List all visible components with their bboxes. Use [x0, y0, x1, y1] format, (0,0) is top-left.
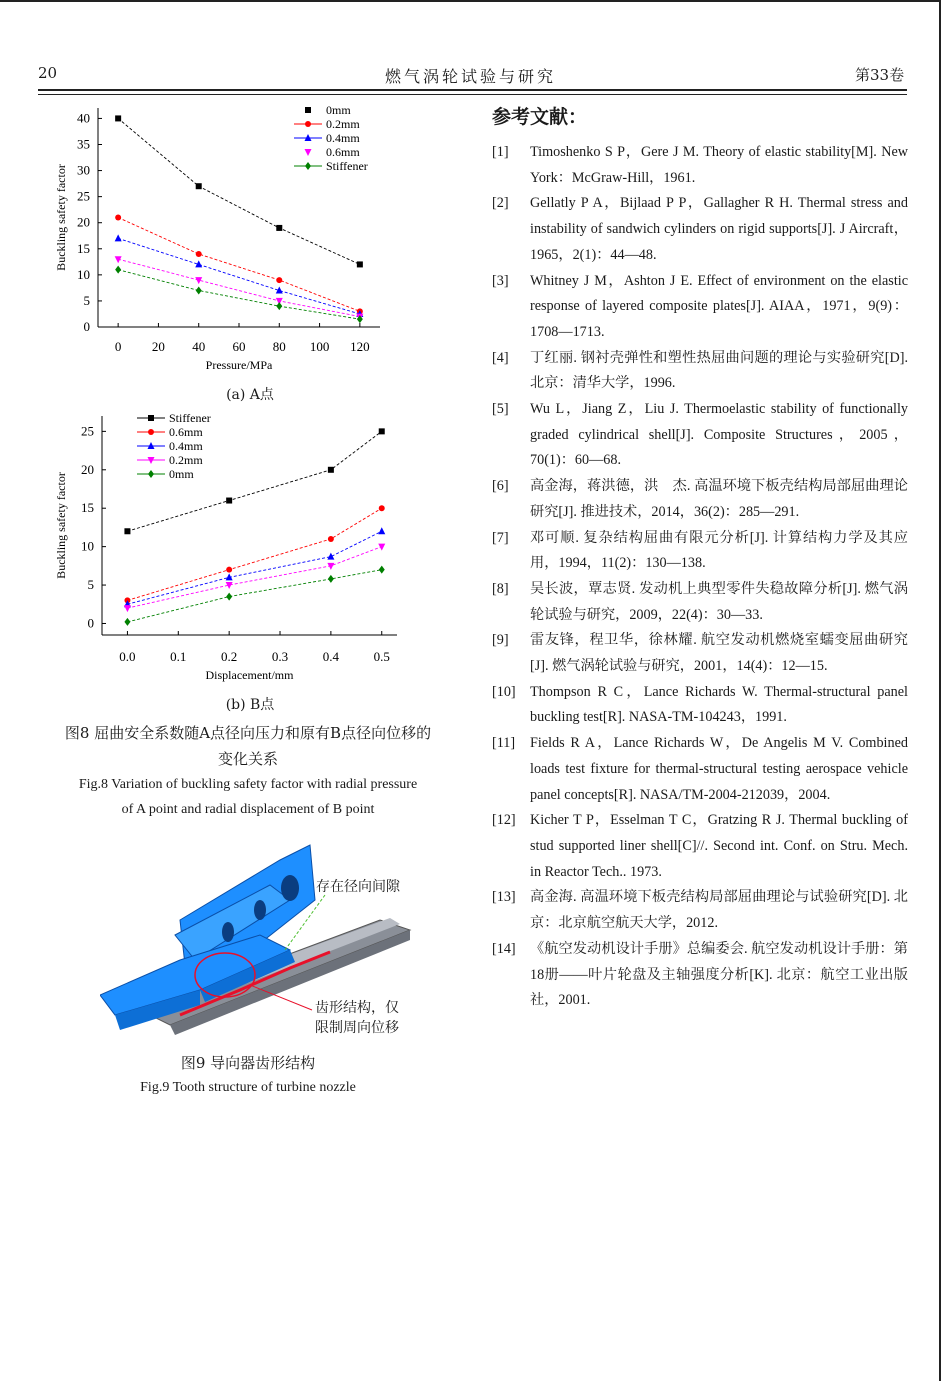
legend-marker	[148, 470, 154, 478]
data-point	[226, 498, 232, 504]
reference-number: [10]	[492, 683, 516, 700]
series-3	[124, 544, 385, 612]
data-point	[379, 505, 385, 511]
reference-text: Fields R A，Lance Richards W，De Angelis M V. Combined loads test fixture for thermal-structural testing aerospace vehicle panel concepts[R]. NASA/TM-2004-212039，2004.	[530, 735, 908, 803]
fig8b-subcaption: (b) B点	[225, 697, 275, 713]
y-tick-label: 20	[81, 461, 94, 477]
reference-text: 雷友锋，程卫华，徐林耀. 航空发动机燃烧室蠕变屈曲研究[J]. 燃气涡轮试验与研究，2001，14(4)：12—15.	[530, 632, 908, 675]
data-point	[226, 567, 232, 573]
fig8-caption-en-1: Fig.8 Variation of buckling safety factor with radial pressure	[78, 777, 418, 792]
data-point	[276, 302, 282, 310]
chart-b-svg	[40, 408, 450, 690]
y-tick-label: 25	[77, 188, 90, 204]
data-point	[115, 266, 121, 274]
series-line	[127, 431, 381, 531]
reference-item	[492, 474, 908, 525]
fig8-caption-cn-1: 图8 屈曲安全系数随A点径向压力和原有B点径向位移的	[64, 724, 432, 742]
reference-text: 《航空发动机设计手册》总编委会. 航空发动机设计手册：第18册——叶片轮盘及主轴强度分析[K]. 北京：航空工业出版社，2001.	[530, 940, 908, 1009]
fig9-label-tooth-line2: 限制周向位移	[315, 1020, 399, 1036]
data-point	[276, 225, 282, 231]
data-point	[379, 428, 385, 434]
data-point	[124, 605, 131, 612]
legend-label: Stiffener	[169, 411, 211, 425]
data-point	[379, 566, 385, 574]
reference-text: Wu L，Jiang Z，Liu J. Thermoelastic stability of functionally graded cylindrical shell[J]. Composite Structures，2005，70(1)：60—68.	[530, 401, 908, 469]
data-point	[378, 527, 385, 534]
legend-marker	[148, 429, 154, 435]
x-tick-label: 20	[151, 339, 165, 354]
data-point	[378, 544, 385, 551]
data-point	[115, 215, 121, 221]
series-line	[118, 259, 360, 316]
y-tick-label: 10	[81, 538, 94, 554]
x-tick-label: 120	[350, 339, 370, 354]
reference-number: [2]	[492, 195, 509, 212]
legend-label: Stiffener	[326, 159, 368, 173]
reference-number: [3]	[492, 272, 509, 289]
data-point	[328, 467, 334, 473]
reference-number: [6]	[492, 478, 509, 495]
legend-label: 0mm	[169, 467, 194, 481]
reference-item	[492, 808, 908, 885]
fig9-caption-cn: 图9 导向器齿形结构	[180, 1054, 316, 1072]
fig8a-subcaption: (a) A点	[226, 387, 274, 403]
reference-number: [9]	[492, 632, 509, 649]
fig8-caption-cn-2: 变化关系	[217, 750, 278, 768]
chart-a-svg	[40, 100, 450, 380]
data-point	[328, 536, 334, 542]
x-tick-label: 0.1	[170, 649, 187, 664]
legend-label: 0.4mm	[326, 131, 360, 145]
fig9-label-tooth-line1: 齿形结构，仅	[315, 1000, 399, 1016]
y-tick-label: 15	[81, 500, 94, 516]
data-point	[124, 528, 130, 534]
reference-number: [11]	[492, 735, 516, 752]
chart-b	[40, 408, 450, 690]
references-title: 参考文献：	[492, 106, 588, 128]
reference-number: [1]	[492, 144, 509, 160]
x-tick-label: 60	[232, 339, 246, 354]
series-2	[115, 234, 364, 317]
x-tick-label: 0	[114, 339, 122, 354]
references-list	[492, 140, 908, 1014]
x-tick-label: 80	[272, 339, 286, 354]
y-tick-label: 15	[77, 240, 90, 256]
fig9-label-gap: 存在径向间隙	[316, 879, 400, 895]
reference-item	[492, 140, 908, 191]
reference-number: [8]	[492, 580, 509, 597]
y-tick-label: 5	[87, 577, 94, 593]
series-line	[127, 531, 381, 604]
journal-title: 燃气涡轮试验与研究	[384, 67, 556, 86]
x-axis-label: Displacement/mm	[205, 668, 294, 682]
reference-item	[492, 731, 908, 808]
legend-label: 0.4mm	[169, 439, 203, 453]
y-tick-label: 20	[77, 214, 90, 230]
y-tick-label: 25	[81, 423, 94, 439]
legend-label: 0.6mm	[326, 145, 360, 159]
page-border-top	[0, 0, 941, 2]
data-point	[328, 575, 334, 583]
series-4	[124, 566, 384, 626]
reference-text: Whitney J M，Ashton J E. Effect of environment on the elastic response of layered composite plates[J]. AIAA，1971，9(9)：1708—1713.	[530, 272, 908, 340]
y-tick-label: 0	[87, 615, 94, 631]
reference-item	[492, 628, 908, 679]
data-point	[196, 287, 202, 295]
reference-text: Timoshenko S P，Gere J M. Theory of elastic stability[M]. New York：McGraw-Hill，1961.	[530, 144, 908, 186]
x-tick-label: 100	[309, 339, 330, 354]
reference-item	[492, 269, 908, 346]
legend	[137, 411, 211, 481]
reference-item	[492, 191, 908, 268]
reference-text: Kicher T P，Esselman T C，Gratzing R J. Thermal buckling of stud supported liner shell[C]//. Second int. Conf. on Stru. Mech. in Reactor Tech.. 1973.	[530, 812, 908, 880]
legend-label: 0.2mm	[169, 453, 203, 467]
x-tick-label: 0.0	[119, 649, 136, 664]
y-tick-label: 5	[83, 292, 90, 308]
series-line	[118, 218, 360, 312]
reference-item	[492, 346, 908, 397]
y-tick-label: 30	[77, 162, 90, 178]
reference-text: 高金海，蒋洪德，洪 杰. 高温环境下板壳结构局部屈曲理论研究[J]. 推进技术，2014，36(2)：285—291.	[530, 478, 908, 520]
series-3	[115, 256, 364, 320]
reference-number: [5]	[492, 401, 509, 418]
x-tick-label: 0.4	[322, 649, 340, 664]
series-line	[127, 547, 381, 608]
series-2	[124, 527, 385, 607]
legend-marker	[305, 162, 311, 170]
fig9-label-tooth	[315, 998, 399, 1038]
data-point	[115, 115, 121, 121]
reference-item	[492, 885, 908, 936]
reference-item	[492, 680, 908, 731]
y-tick-label: 35	[77, 136, 90, 152]
reference-number: [13]	[492, 889, 516, 906]
legend	[294, 103, 368, 173]
data-point	[327, 553, 334, 560]
series-line	[127, 508, 381, 600]
reference-text: 高金海. 高温环境下板壳结构局部屈曲理论与试验研究[D]. 北京：北京航空航天大学，2012.	[530, 889, 908, 932]
y-tick-label: 10	[77, 266, 90, 282]
data-point	[124, 618, 130, 626]
page-number: 20	[38, 64, 58, 82]
legend-marker	[305, 149, 312, 156]
legend-label: 0.6mm	[169, 425, 203, 439]
y-axis-label: Buckling safety factor	[54, 472, 68, 579]
data-point	[196, 183, 202, 189]
legend-label: 0mm	[326, 103, 351, 117]
chart-a	[40, 100, 450, 380]
data-point	[196, 251, 202, 257]
x-tick-label: 0.5	[373, 649, 390, 664]
series-0	[124, 428, 384, 534]
reference-number: [7]	[492, 529, 509, 546]
x-tick-label: 0.3	[271, 649, 289, 664]
reference-number: [12]	[492, 812, 516, 829]
series-line	[118, 118, 360, 264]
data-point	[276, 277, 282, 283]
legend-label: 0.2mm	[326, 117, 360, 131]
reference-item	[492, 526, 908, 577]
header-rule-thin	[38, 94, 907, 95]
legend-marker	[148, 415, 154, 421]
y-tick-label: 40	[77, 110, 90, 126]
data-point	[357, 261, 363, 267]
data-point	[226, 593, 232, 601]
reference-text: 吴长波，覃志贤. 发动机上典型零件失稳故障分析[J]. 燃气涡轮试验与研究，2009，22(4)：30—33.	[530, 580, 908, 623]
fig9-caption-en: Fig.9 Tooth structure of turbine nozzle	[140, 1080, 356, 1095]
series-line	[118, 238, 360, 314]
series-4	[115, 266, 363, 324]
legend-marker	[305, 107, 311, 113]
series-1	[115, 215, 363, 315]
data-point	[115, 234, 122, 241]
x-axis-label: Pressure/MPa	[205, 358, 273, 372]
series-line	[127, 570, 381, 622]
reference-item	[492, 937, 908, 1014]
header-rule	[38, 89, 907, 91]
reference-item	[492, 397, 908, 474]
reference-number: [4]	[492, 349, 509, 366]
reference-text: 丁红丽. 钢衬壳弹性和塑性热屈曲问题的理论与实验研究[D]. 北京：清华大学，1996.	[530, 349, 908, 392]
y-axis-label: Buckling safety factor	[54, 164, 68, 271]
x-tick-label: 40	[192, 339, 206, 354]
reference-text: Thompson R C，Lance Richards W. Thermal-structural panel buckling test[R]. NASA-TM-104243，1991.	[530, 683, 908, 726]
volume-label: 第33卷	[855, 66, 905, 84]
reference-item	[492, 577, 908, 628]
reference-text: 邓可顺. 复杂结构屈曲有限元分析[J]. 计算结构力学及其应用，1994，11(2)：130—138.	[530, 529, 908, 572]
legend-marker	[305, 121, 311, 127]
reference-text: Gellatly P A，Bijlaad P P，Gallagher R H. Thermal stress and instability of sandwich cylinders on rigid supports[J]. J Aircraft，1965，2(1)：44—48.	[530, 195, 908, 263]
y-tick-label: 0	[83, 319, 90, 334]
x-tick-label: 0.2	[221, 649, 238, 664]
fig8-caption-en-2: of A point and radial displacement of B point	[121, 802, 375, 817]
reference-number: [14]	[492, 940, 516, 957]
